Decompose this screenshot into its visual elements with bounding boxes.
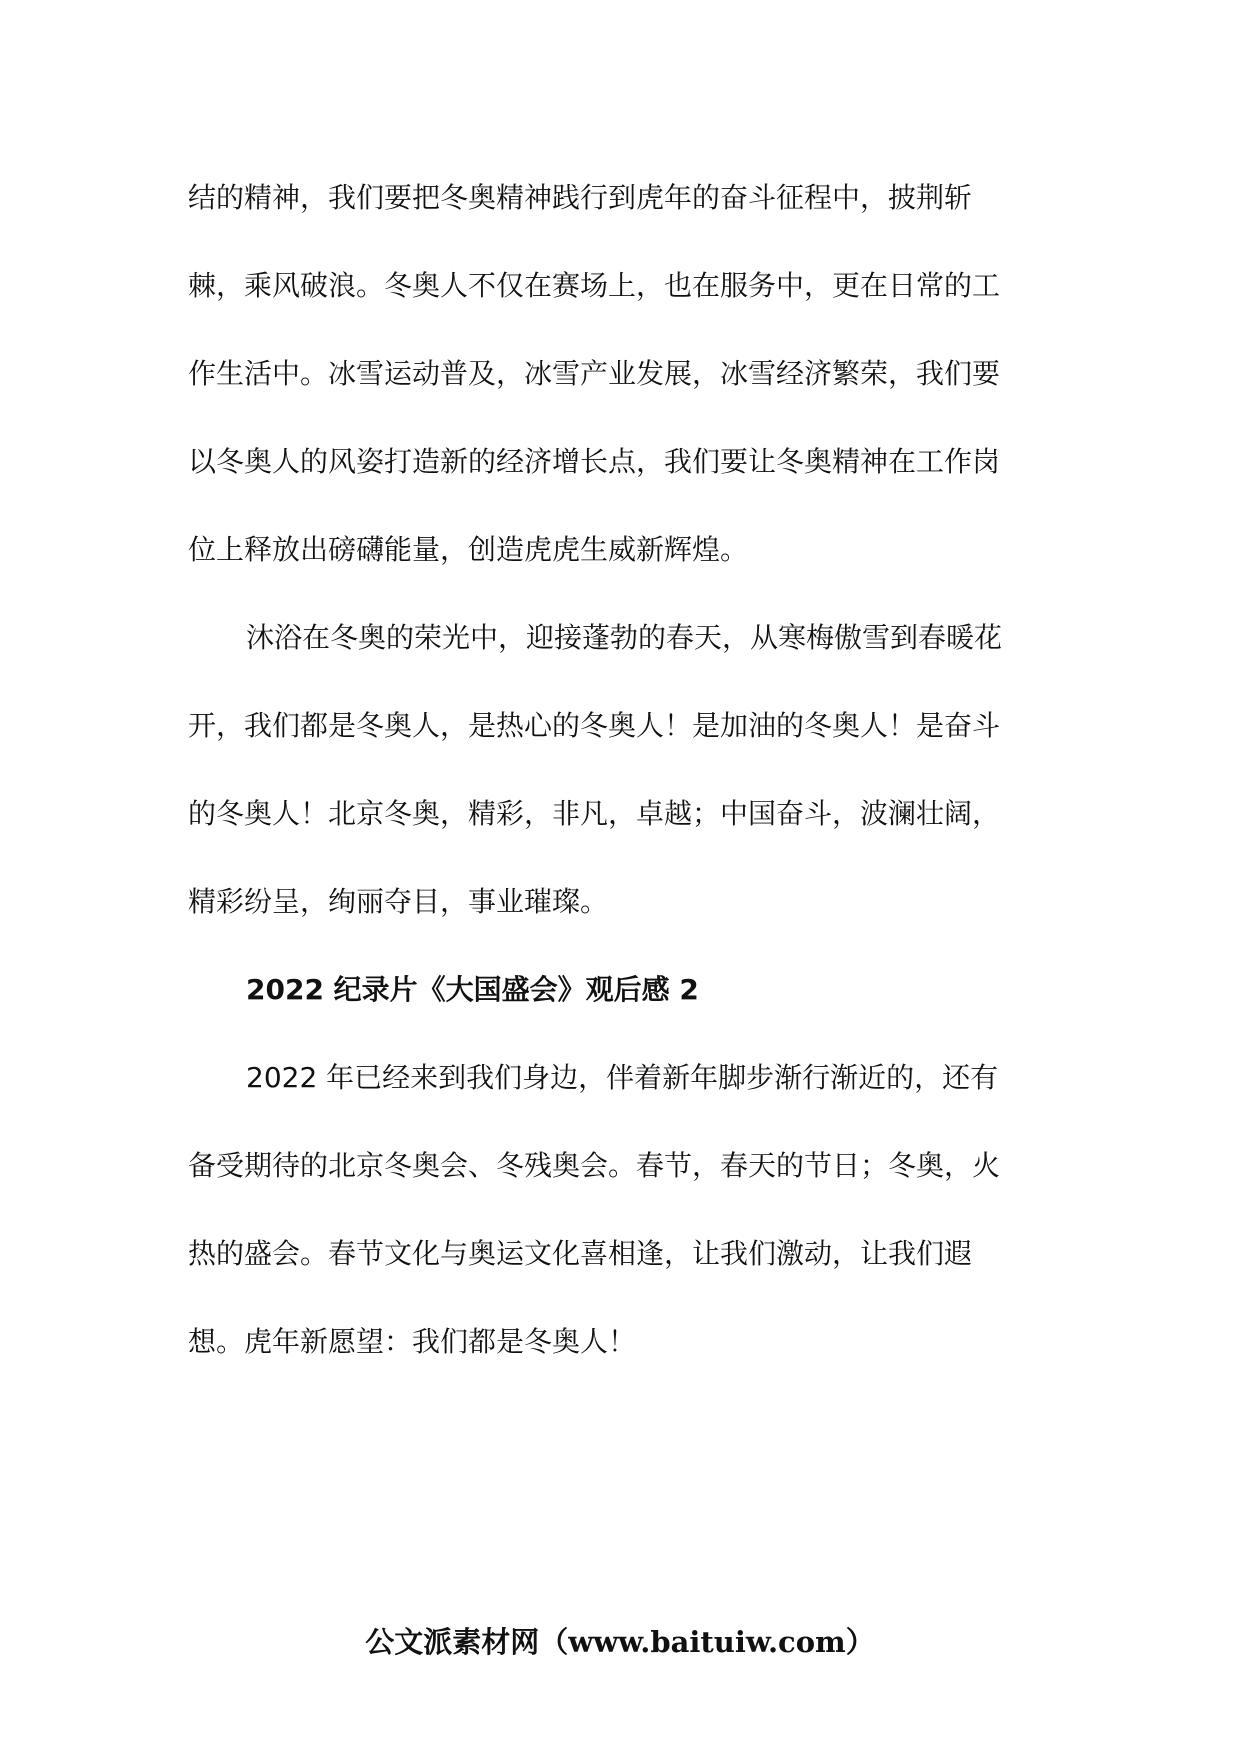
text-line: 位上释放出磅礴能量，创造虎虎生威新辉煌。 [188,533,749,566]
text-line: 精彩纷呈，绚丽夺目，事业璀璨。 [188,885,609,918]
text-line: 棘，乘风破浪。冬奥人不仅在赛场上，也在服务中，更在日常的工 [188,269,1001,302]
text-line: 开，我们都是冬奥人，是热心的冬奥人！是加油的冬奥人！是奋斗 [188,709,1001,742]
text-line: 热的盛会。春节文化与奥运文化喜相逢，让我们激动，让我们遐 [188,1237,973,1270]
paragraph-start-line: 沐浴在冬奥的荣光中，迎接蓬勃的春天，从寒梅傲雪到春暖花 [246,621,1003,654]
text-line: 备受期待的北京冬奥会、冬残奥会。春节，春天的节日；冬奥，火 [188,1149,1001,1182]
text-line: 的冬奥人！北京冬奥，精彩，非凡，卓越；中国奋斗，波澜壮阔， [188,797,1001,830]
text-line: 以冬奥人的风姿打造新的经济增长点，我们要让冬奥精神在工作岗 [188,445,1001,478]
section-heading: 2022 纪录片《大国盛会》观后感 2 [246,973,699,1006]
footer-watermark: 公文派素材网（www.baituiw.com） [365,1625,875,1659]
text-line: 想。虎年新愿望：我们都是冬奥人！ [188,1325,637,1358]
text-line: 作生活中。冰雪运动普及，冰雪产业发展，冰雪经济繁荣，我们要 [188,357,1001,390]
paragraph-start-line: 2022 年已经来到我们身边，伴着新年脚步渐行渐近的，还有 [246,1061,999,1094]
text-line: 结的精神，我们要把冬奥精神践行到虎年的奋斗征程中，披荆斩 [188,181,973,214]
